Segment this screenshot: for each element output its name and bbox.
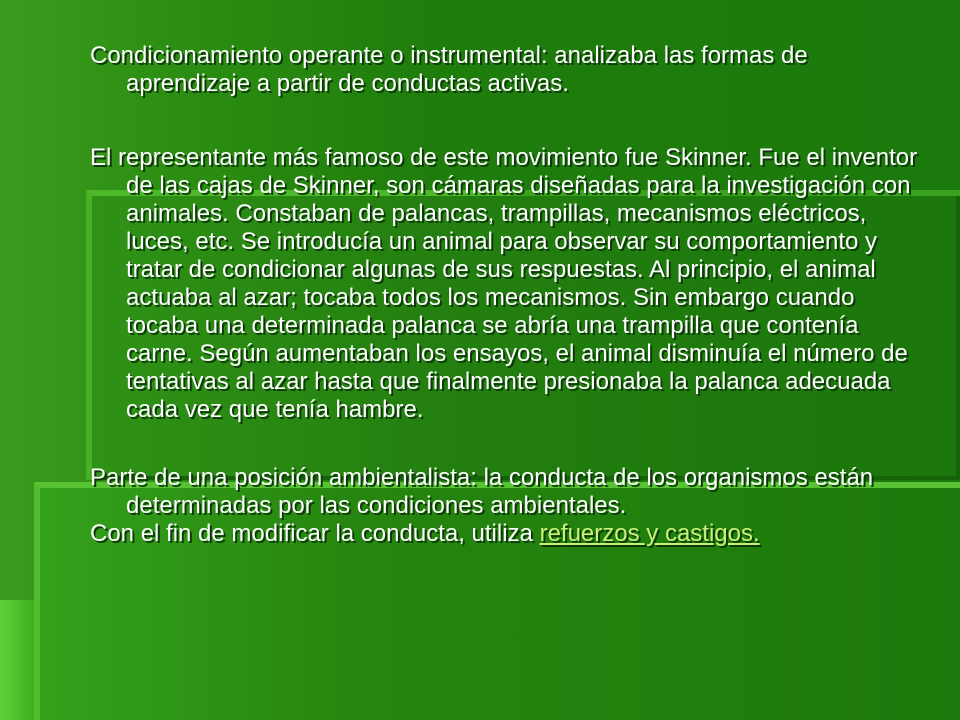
paragraph-environmentalist: Parte de una posición ambientalista: la conducta de los organismos están determinadas por las condiciones ambientales. — [90, 464, 874, 519]
paragraph-operant-conditioning: Condicionamiento operante o instrumental: analizaba las formas de aprendizaje a partir de conductas activas. — [90, 42, 808, 97]
rewards-punishments-link[interactable]: refuerzos y castigos. — [539, 520, 760, 547]
paragraph-modify-behavior-text: Con el fin de modificar la conducta, utiliza — [90, 520, 540, 547]
background-corner — [0, 600, 34, 720]
slide-body — [90, 42, 920, 548]
paragraph-skinner: El representante más famoso de este movimiento fue Skinner. Fue el inventor de las cajas de Skinner, son cámaras diseñadas para la investigación con animales. Constaban de palancas, trampillas, mecanismos eléctricos, luces, etc. Se introducía un animal para observar su comportamiento y tratar de condicionar algunas de sus respuestas. Al principio, el animal actuaba al azar; tocaba todos los mecanismos. Sin embargo cuando tocaba una determinada palanca se abría una trampilla que contenía carne. Según aumentaban los ensayos, el animal disminuía el número de tentativas al azar hasta que finalmente presionaba la palanca adecuada cada vez que tenía hambre. — [90, 144, 918, 423]
paragraph-modify-behavior — [90, 520, 920, 548]
